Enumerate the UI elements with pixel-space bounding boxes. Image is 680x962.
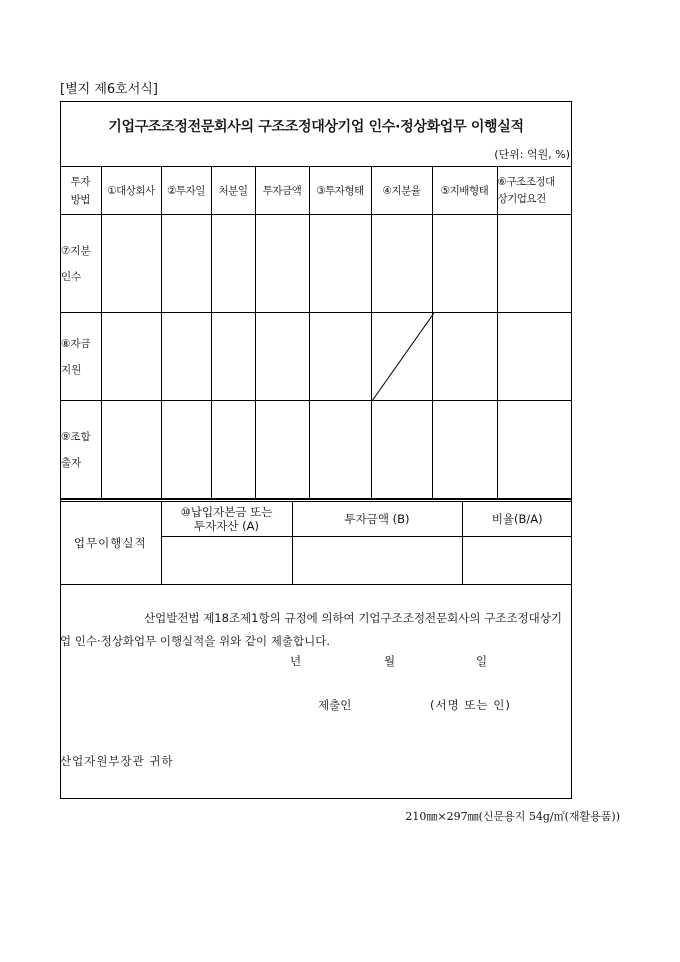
date-year-label: 년 [290,654,302,668]
header-paid-in-capital: ⑩납입자본금 또는 투자자산 (A) [161,501,292,537]
signature-label: (서명 또는 인) [430,698,511,712]
table-cell-not-applicable [371,313,432,401]
table-cell[interactable] [255,401,309,499]
table-cell[interactable] [462,537,572,585]
table-header-row [60,167,572,215]
header-control-type: ⑤지배형태 [432,167,497,215]
table-row [60,313,572,401]
row-label-equity-acquisition: ⑦지분 인수 [60,215,101,313]
performance-table [60,499,572,585]
table-cell[interactable] [497,401,572,499]
investment-table [60,166,572,499]
table-cell[interactable] [309,215,371,313]
header-disposal-date: 처분일 [211,167,255,215]
table-cell[interactable] [497,313,572,401]
table-cell[interactable] [161,537,292,585]
submitter-label: 제출인 [318,698,352,712]
addressee: 산업자원부장관 귀하 [60,754,174,768]
header-equity-ratio: ④지분율 [371,167,432,215]
row-label-fund-contribution: ⑨조합 출자 [60,401,101,499]
table-row [60,215,572,313]
row-label-performance: 업무이행실적 [60,501,161,585]
header-invest-date: ②투자일 [161,167,211,215]
table-cell[interactable] [161,313,211,401]
table-cell[interactable] [101,313,161,401]
declaration-text: 산업발전법 제18조제1항의 규정에 의하여 기업구조조정전문회사의 구조조정대상기업 인수·정상화업무 이행실적을 위와 같이 제출합니다. [60,611,562,648]
header-invest-amount-b: 투자금액 (B) [292,501,462,537]
date-day-label: 일 [476,654,488,668]
table-cell[interactable] [432,215,497,313]
header-ratio: 비율(B/A) [462,501,572,537]
table-cell[interactable] [255,313,309,401]
form-number-label: [별지 제6호서식] [60,82,158,97]
table-cell[interactable] [211,401,255,499]
table-cell[interactable] [292,537,462,585]
row-label-funding-support: ⑧자금 지원 [60,313,101,401]
table-cell[interactable] [309,401,371,499]
table-cell[interactable] [101,215,161,313]
header-invest-type: ③투자형태 [309,167,371,215]
header-target-company: ①대상회사 [101,167,161,215]
table-header-row [60,501,572,537]
table-row [60,401,572,499]
date-month-label: 월 [384,654,396,668]
table-cell[interactable] [371,401,432,499]
table-cell[interactable] [432,313,497,401]
table-cell[interactable] [371,215,432,313]
table-cell[interactable] [101,401,161,499]
table-cell[interactable] [161,215,211,313]
paper-spec: 210㎜×297㎜(신문용지 54g/㎡(재활용품)) [405,810,620,823]
header-invest-amount: 투자금액 [255,167,309,215]
table-cell[interactable] [211,313,255,401]
unit-note: (단위: 억원, %) [494,148,570,161]
diagonal-strike [372,313,434,401]
table-cell[interactable] [309,313,371,401]
form-title: 기업구조조정전문회사의 구조조정대상기업 인수·정상화업무 이행실적 [108,119,524,135]
header-restructuring-requirement: ⑥구조조정대 상기업요건 [497,167,572,215]
table-cell[interactable] [255,215,309,313]
table-cell[interactable] [161,401,211,499]
table-cell[interactable] [497,215,572,313]
table-cell[interactable] [211,215,255,313]
header-invest-method: 투자 방법 [60,167,101,215]
table-cell[interactable] [432,401,497,499]
